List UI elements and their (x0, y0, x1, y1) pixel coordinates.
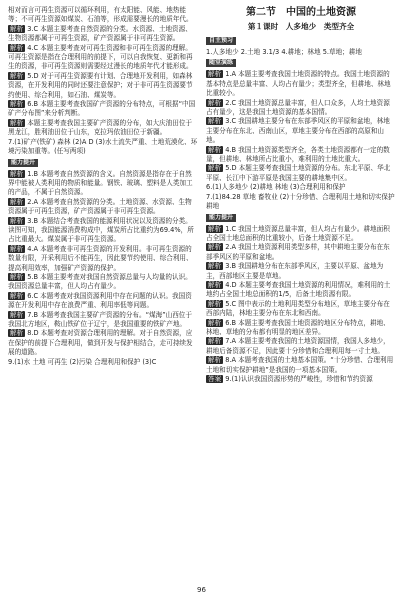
answer-tag: 解析 (10, 100, 24, 109)
answer-text: 8.D 本题考查对资源合理利用的理解。对于自然资源，应在保护的前提下合理利用，做到开发与保护相结合，走可持续发展的道路。 (8, 329, 193, 357)
answer-text: 2.A 本题考查自然资源的分类。土地资源、水资源、生物资源属于可再生资源，矿产资源属于非可再生资源。 (8, 197, 192, 216)
answer-tag: 解析 (10, 197, 24, 206)
answer-tag: 解析 (208, 318, 222, 327)
right-column-body (206, 35, 396, 384)
answer-text: 7.(1)84.28 草地 畜牧业 (2)十分珍惜、合理利用土地和切实保护耕地 (206, 192, 395, 211)
answer-text: 5.B 本题主要考查对我国自然资源总量与人均量的认识。我国资源总量丰富，但人均占有量少。 (8, 272, 192, 291)
answer-text: 7.A 本题主要考查我国的土地资源国情，我国人多地少，耕地后备资源不足，因此要十分珍惜和合理利用每一寸土地。 (206, 337, 390, 355)
answer-paragraph (206, 300, 396, 319)
answer-paragraph (206, 281, 396, 300)
answer-text: 2.C 我国土地资源总量丰富，但人口众多，人均土地资源占有量少，这是我国土地资源的基本国情。 (206, 98, 390, 117)
answer-paragraph (8, 6, 198, 25)
answer-tag: 解析 (10, 329, 24, 338)
answer-paragraph (8, 170, 198, 198)
answer-paragraph (206, 225, 396, 244)
section-heading: 能力提升 (8, 159, 38, 167)
answer-paragraph (8, 329, 198, 357)
answer-tag: 解析 (208, 356, 222, 365)
answer-text: 4.D 本题主要考查我国土地资源的利用情况，难利用的土地约占全国土地总面积的1/5，后备土地资源有限。 (206, 280, 391, 299)
answer-tag: 解析 (208, 117, 222, 126)
answer-text: 6.B 本题主要考查我国矿产资源的分布特点，可根据“中国矿产分布图”来分析判断。 (8, 100, 196, 118)
answer-tag: 解析 (208, 70, 222, 79)
answer-paragraph (8, 217, 198, 245)
answer-text: 1.人多地少 2.土地 3.1/3 4.耕地；林地 5.草地；耕地 (206, 48, 362, 56)
answer-paragraph (8, 292, 198, 311)
answer-tag: 解析 (10, 272, 24, 281)
answer-text: 6.C 本题考查对我国资源利用中存在问题的认识。我国资源在开发利用中存在浪费严重、利用率低等问题。 (8, 291, 192, 310)
answer-text: 7.B 本题考查我国主要矿产资源的分布。“煤海”山西位于我国北方地区，鞍山铁矿位于辽宁，是我国重要的铁矿产地。 (8, 310, 192, 328)
answer-text: 5.C 图中表示的土地利用类型分布地区，草地主要分布在西部内陆，林地主要分布在东北和西南。 (206, 299, 390, 318)
answer-tag: 解析 (10, 71, 24, 80)
answer-text: 8.A 本题考查我国的土地基本国策。“十分珍惜、合理利用土地和切实保护耕地”是我国的一项基本国策。 (206, 356, 394, 374)
answer-tag: 解析 (208, 224, 222, 233)
answer-tag: 解析 (10, 169, 24, 178)
answer-paragraph (8, 119, 198, 138)
section-heading: 自主预习 (206, 37, 236, 45)
answer-text: 2.A 我国土地资源利用类型多样，其中耕地主要分布在东部季风区的平原和盆地。 (206, 243, 390, 261)
answer-text: 4.B 我国土地资源类型齐全，各类土地资源都有一定的数量，但耕地、林地所占比重小，难利用的土地比重大。 (206, 145, 390, 164)
answer-paragraph (206, 375, 396, 384)
answer-text: 本题主要考查我国主要矿产资源的分布，如大庆油田位于黑龙江，胜利油田位于山东，克拉玛依油田位于新疆。 (8, 118, 193, 137)
answer-paragraph (206, 183, 396, 192)
answer-tag: 解析 (10, 118, 24, 127)
answer-text: 7.(1)矿产(铁矿) 森林 (2)A D (3)水土流失严重、土地荒漠化、环境污染加重等。(任写两项) (8, 137, 198, 156)
answer-paragraph (206, 164, 396, 183)
answer-text: 3.C 本题主要考查自然资源的分类。水资源、土地资源、生物资源都属于可再生资源，矿产资源属于非可再生资源。 (8, 24, 192, 43)
answer-tag: 解析 (208, 299, 222, 308)
answer-tag: 解析 (208, 164, 222, 173)
answer-text: 1.A 本题主要考查我国土地资源的特点。我国土地资源的基本特点是总量丰富、人均占有量少；类型齐全，但耕地、林地比重较小。 (206, 70, 391, 98)
answer-tag: 解析 (208, 243, 222, 252)
answer-paragraph (8, 138, 198, 157)
answer-tag: 解析 (208, 280, 222, 289)
answer-tag: 答案 (208, 375, 222, 383)
answer-tag: 解析 (208, 337, 222, 346)
answer-text: 6.(1)人多地少 (2)耕地 林地 (3)合理利用和保护 (206, 183, 346, 192)
section-heading: 随堂演练 (206, 59, 236, 67)
answer-paragraph (206, 243, 396, 262)
answer-tag: 解析 (208, 145, 222, 154)
answer-tag: 解析 (10, 43, 24, 52)
answer-paragraph (8, 273, 198, 292)
answer-paragraph (206, 99, 396, 118)
answer-tag: 解析 (10, 24, 24, 33)
answer-text: 9.(1)水 土地 可再生 (2)污染 合理利用和保护 (3)C (8, 357, 157, 366)
answer-paragraph (8, 198, 198, 217)
answer-text: 3.C 我国耕地主要分布在东部季风区的平原和盆地，林地主要分布在东北、西南山区，草地主要分布在西部的高原和山地。 (206, 117, 390, 145)
answer-text: 1.B 本题考查自然资源的含义。自然资源是指存在于自然界中能被人类利用的物质和能量。钢铁、玻璃、塑料是人类加工的产品，不属于自然资源。 (8, 169, 193, 197)
answer-paragraph (8, 100, 198, 119)
chapter-title: 第二节 中国的土地资源 (246, 7, 356, 18)
answer-text: 5.D 对于可再生资源要有计划、合理地开发利用，如森林资源，在开发利用的同时还要注意保护；对于非可再生资源要节约使用、综合利用，如石油、煤炭等。 (8, 71, 193, 99)
answer-paragraph (8, 311, 198, 330)
answer-paragraph (206, 193, 396, 212)
answer-paragraph (8, 44, 198, 72)
answer-paragraph (8, 245, 198, 273)
answer-paragraph (206, 117, 396, 145)
answer-tag: 解析 (10, 291, 24, 300)
answer-text: 4.A 本题考查非可再生资源的开发利用。非可再生资源的数量有限，开采利用后不能再生，因此要节约使用、综合利用、提高利用效率，加强矿产资源的保护。 (8, 244, 193, 272)
answer-paragraph (8, 72, 198, 100)
answer-paragraph (206, 356, 396, 375)
answer-text: 5.D 本题主要考查我国土地资源的分布。东北平原、华北平原、长江中下游平原是我国主要的耕地集中区。 (206, 164, 391, 182)
answer-paragraph (206, 319, 396, 338)
answer-paragraph (206, 146, 396, 165)
right-column (206, 6, 396, 384)
answer-tag: 解析 (208, 262, 222, 271)
answer-paragraph (8, 358, 198, 367)
answer-text: 1.C 我国土地资源总量丰富，但人均占有量少。耕地面积占全国土地总面积的比重较小，后备土地资源不足。 (206, 224, 390, 242)
answer-text: 3.B 本题结合考查我国的能源利用状况以及资源的分类。读图可知，我国能源消费构成中，煤炭所占比重约为69.4%，所占比重最大。煤炭属于非可再生资源。 (8, 216, 194, 244)
answer-tag: 解析 (208, 98, 222, 107)
answer-text: 3.B 我国耕地分布在东部季风区，主要以平原、盆地为主，西部地区主要是草地。 (206, 262, 384, 280)
answer-text: 6.B 本题主要考查我国土地资源的地区分布特点，耕地、林地、草地的分布都有明显的地区差异。 (206, 318, 390, 336)
answer-paragraph (206, 337, 396, 356)
page-number: 96 (197, 586, 206, 594)
left-column (8, 6, 198, 367)
section-heading: 能力提升 (206, 214, 236, 222)
answer-paragraph (8, 25, 198, 44)
answer-text: 相对而言可再生资源可以循环利用，有太阳能、风能、地热能等；不可再生资源如煤炭、石油等，形成需要漫长的地质年代。 (8, 6, 193, 24)
answer-tag: 解析 (10, 216, 24, 225)
lesson-title: 第１课时 人多地少 类型齐全 (247, 22, 355, 31)
answer-paragraph (206, 48, 396, 57)
answer-text: 4.C 本题主要考查对可再生资源和非可再生资源的理解。可再生资源是指在合理利用的前提下，可以自我恢复、更新和再生的资源，非可再生资源则需要经过漫长的地质年代才能形成。 (8, 43, 193, 71)
answer-paragraph (206, 70, 396, 98)
answer-tag: 解析 (10, 310, 24, 319)
answer-paragraph (206, 262, 396, 281)
answer-tag: 解析 (10, 244, 24, 253)
answer-text: 9.(1)认识我国资源形势的严峻性，珍惜和节约资源 (225, 375, 373, 383)
